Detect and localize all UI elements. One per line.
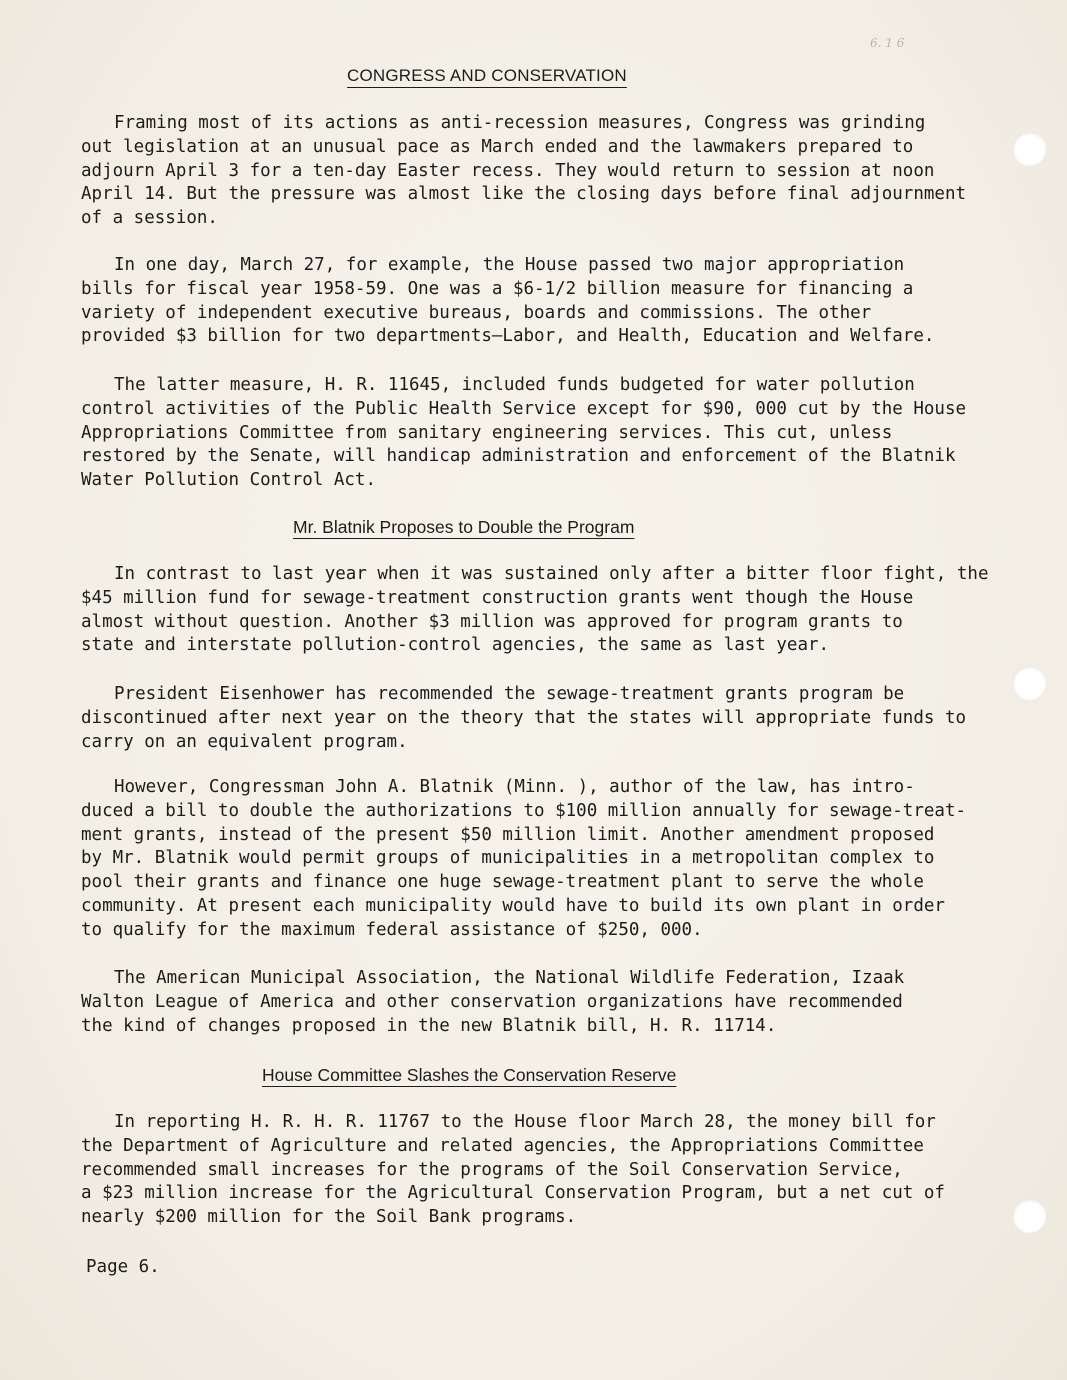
corner-handwritten-mark: 6. 1 6 [870, 36, 905, 50]
paragraph-line: recommended small increases for the programs of the Soil Conservation Service, [81, 1159, 903, 1180]
section-heading: House Committee Slashes the Conservation Reserve [262, 1065, 677, 1085]
paragraph [81, 776, 966, 943]
paragraph [81, 254, 934, 349]
paragraph-line: However, Congressman John A. Blatnik (Minn. ), author of the law, has intro- [114, 777, 915, 797]
paragraph-line: In reporting H. R. H. R. 11767 to the House floor March 28, the money bill for [114, 1112, 936, 1132]
paragraph-line: variety of independent executive bureaus, boards and commissions. The other [81, 302, 872, 323]
punch-hole [1012, 1199, 1046, 1233]
paragraph-line: almost without question. Another $3 million was approved for program grants to [81, 611, 903, 632]
page-number: Page 6. [86, 1257, 160, 1277]
paragraph-line: out legislation at an unusual pace as March ended and the lawmakers prepared to [81, 136, 914, 157]
punch-hole [1012, 132, 1046, 166]
paragraph-line: carry on an equivalent program. [81, 731, 408, 752]
section-heading: Mr. Blatnik Proposes to Double the Program [293, 517, 635, 537]
paragraph-line: bills for fiscal year 1958-59. One was a $6-1/2 billion measure for financing a [81, 278, 914, 299]
paragraph-line: The American Municipal Association, the National Wildlife Federation, Izaak [114, 968, 905, 988]
paragraph-line: April 14. But the pressure was almost like the closing days before final adjournment [81, 184, 967, 205]
paragraph-line: The latter measure, H. R. 11645, included funds budgeted for water pollution [114, 375, 915, 395]
paragraph-line: of a session. [81, 208, 218, 229]
paragraph-line: President Eisenhower has recommended the sewage-treatment grants program be [114, 684, 905, 704]
paragraph-line: by Mr. Blatnik would permit groups of municipalities in a metropolitan complex to [81, 848, 935, 869]
paragraph-line: In one day, March 27, for example, the House passed two major appropriation [114, 255, 905, 275]
paragraph-line: community. At present each municipality would have to build its own plant in order [81, 895, 945, 916]
paragraph-line: provided $3 billion for two departments—Labor, and Health, Education and Welfare. [81, 326, 935, 347]
paragraph-line: In contrast to last year when it was sustained only after a bitter floor fight, the [114, 564, 989, 584]
paragraph-line: a $23 million increase for the Agricultural Conservation Program, but a net cut of [81, 1183, 945, 1204]
paragraph-line: state and interstate pollution-control agencies, the same as last year. [81, 635, 830, 656]
paragraph [81, 1111, 945, 1230]
paragraph [81, 563, 988, 658]
page-title: CONGRESS AND CONSERVATION [347, 66, 627, 85]
punch-hole [1012, 666, 1046, 700]
paragraph-line: Walton League of America and other conservation organizations have recommended [81, 991, 903, 1012]
paragraph [81, 112, 966, 231]
paragraph-line: duced a bill to double the authorizations to $100 million annually for sewage-treat- [81, 800, 967, 821]
paragraph-line: discontinued after next year on the theory that the states will appropriate funds to [81, 707, 967, 728]
paragraph-line: adjourn April 3 for a ten-day Easter recess. They would return to session at noon [81, 160, 935, 181]
paragraph-line: $45 million fund for sewage-treatment construction grants went though the House [81, 587, 914, 608]
paragraph-line: Water Pollution Control Act. [81, 470, 377, 491]
paragraph-line: nearly $200 million for the Soil Bank programs. [81, 1207, 577, 1228]
paragraph-line: restored by the Senate, will handicap administration and enforcement of the Blatnik [81, 446, 956, 467]
paragraph-line: control activities of the Public Health Service except for $90, 000 cut by the House [81, 398, 967, 419]
paragraph [81, 683, 966, 754]
paragraph-line: Framing most of its actions as anti-recession measures, Congress was grinding [114, 113, 926, 133]
paragraph [81, 967, 904, 1038]
paragraph-line: pool their grants and finance one huge sewage-treatment plant to serve the whole [81, 872, 924, 893]
paragraph-line: the kind of changes proposed in the new Blatnik bill, H. R. 11714. [81, 1015, 777, 1036]
paragraph-line: to qualify for the maximum federal assistance of $250, 000. [81, 919, 703, 940]
paragraph [81, 374, 966, 493]
paragraph-line: the Department of Agriculture and related agencies, the Appropriations Committee [81, 1135, 924, 1156]
paragraph-line: ment grants, instead of the present $50 million limit. Another amendment proposed [81, 824, 935, 845]
paragraph-line: Appropriations Committee from sanitary engineering services. This cut, unless [81, 422, 893, 443]
